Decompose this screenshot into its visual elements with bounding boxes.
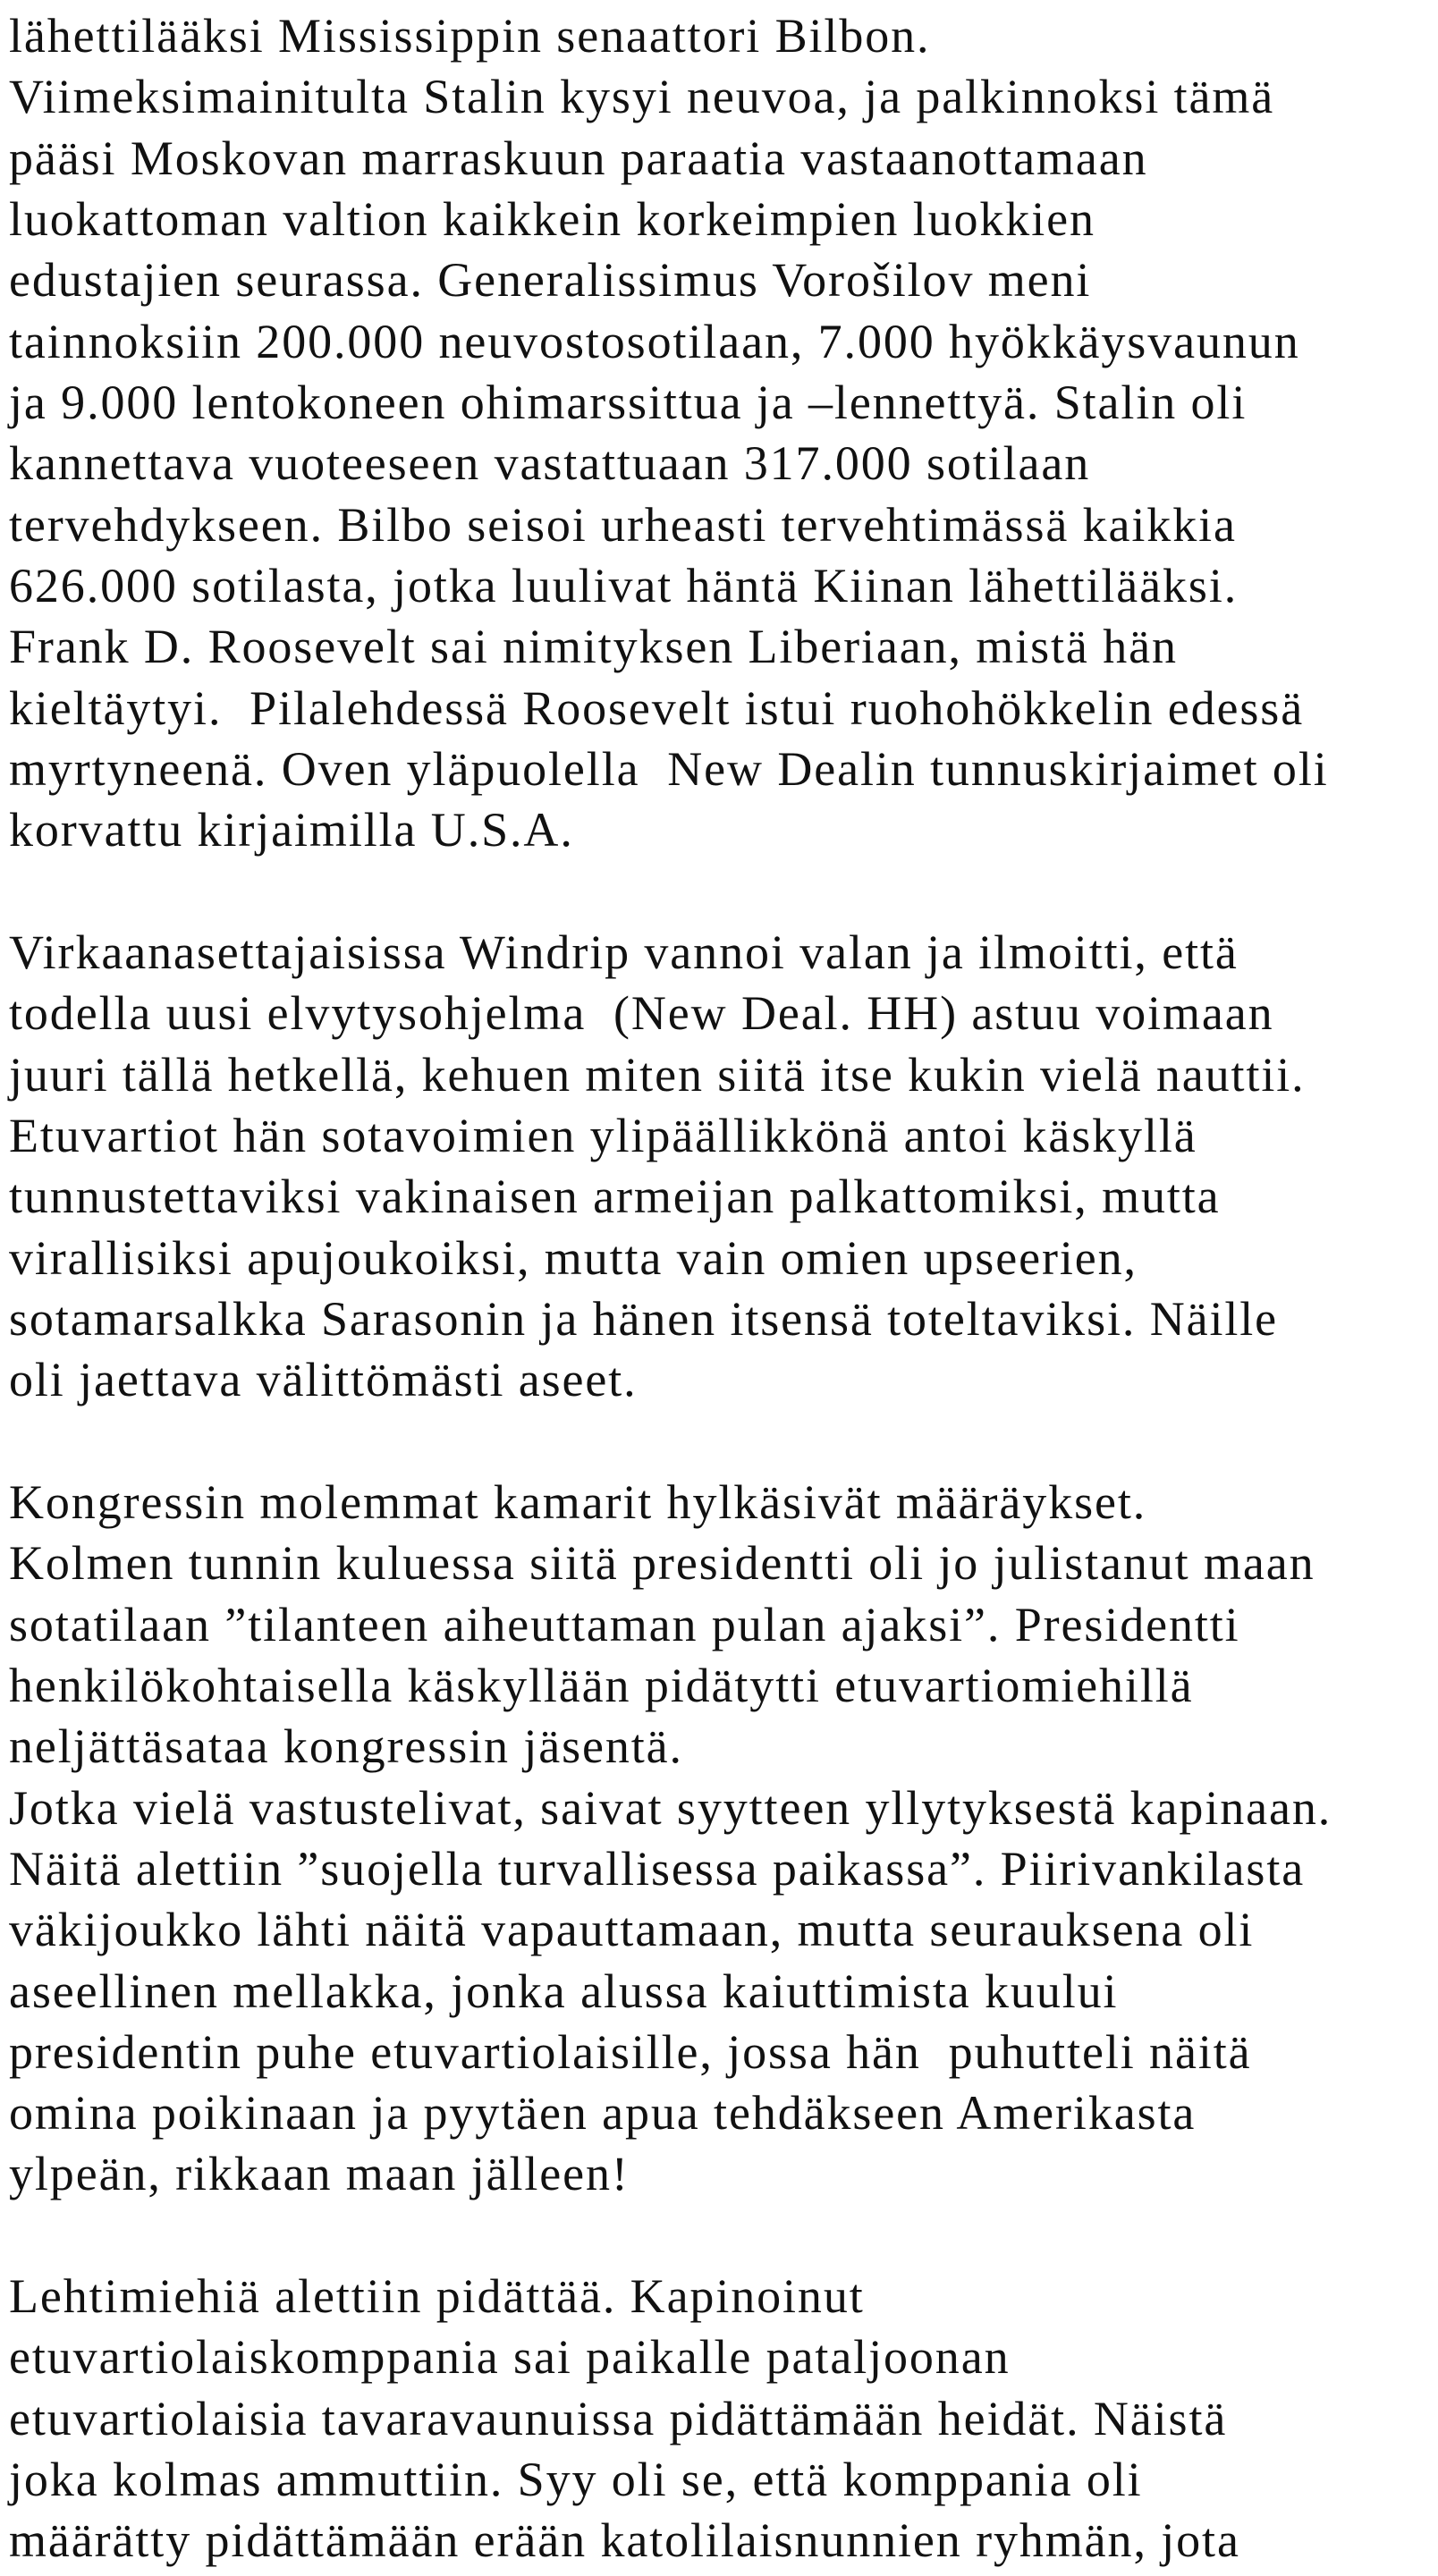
text-line: etuvartiolaisia tavaravaunuissa pidättämään heidät. Näistä xyxy=(9,2391,1228,2445)
paragraph-gap xyxy=(9,1406,1431,1466)
paragraph-gap xyxy=(9,856,1431,916)
text-line: ja 9.000 lentokoneen ohimarssittua ja –lennettyä. Stalin oli xyxy=(9,375,1248,429)
text-line: Näitä alettiin ”suojella turvallisessa paikassa”. Piirivankilasta xyxy=(9,1841,1306,1896)
text-line: edustajien seurassa. Generalissimus Vorošilov meni xyxy=(9,253,1092,308)
text-line: Kongressin molemmat kamarit hylkäsivät määräykset. xyxy=(9,1474,1147,1529)
text-line: Frank D. Roosevelt sai nimityksen Liberiaan, mistä hän xyxy=(9,620,1178,674)
text-line: Etuvartiot hän sotavoimien ylipäällikkönä antoi käskyllä xyxy=(9,1108,1197,1162)
text-line: luokattoman valtion kaikkein korkeimpien luokkien xyxy=(9,191,1095,246)
text-line: sotamarsalkka Sarasonin ja hänen itsensä toteltaviksi. Näille xyxy=(9,1291,1279,1346)
text-line: kannettava vuoteeseen vastattuaan 317.000 sotilaan xyxy=(9,436,1091,491)
text-line: presidentin puhe etuvartiolaisille, jossa hän puhutteli näitä xyxy=(9,2024,1252,2079)
text-line: Jotka vielä vastustelivat, saivat syytteen yllytyksestä kapinaan. xyxy=(9,1780,1332,1835)
paragraph-congress xyxy=(9,1466,1431,2200)
text-line: Viimeksimainitulta Stalin kysyi neuvoa, ja palkinnoksi tämä xyxy=(9,70,1275,124)
text-line: Kolmen tunnin kuluessa siitä presidentti oli jo julistanut maan xyxy=(9,1536,1315,1591)
text-line: Virkaanasettajaisissa Windrip vannoi valan ja ilmoitti, että xyxy=(9,925,1239,979)
text-line: juuri tällä hetkellä, kehuen miten siitä itse kukin vielä nauttii. xyxy=(9,1047,1306,1102)
text-line: lähettilääksi Mississippin senaattori Bilbon. xyxy=(9,9,931,63)
text-line: henkilökohtaisella käskyllään pidätytti etuvartiomiehillä xyxy=(9,1658,1194,1712)
paragraph-windrip-oath xyxy=(9,916,1431,1406)
text-line: tervehdykseen. Bilbo seisoi urheasti tervehtimässä kaikkia xyxy=(9,497,1237,552)
text-line: neljättäsataa kongressin jäsentä. xyxy=(9,1719,683,1774)
text-line: kieltäytyi. Pilalehdessä Roosevelt istui ruohohökkelin edessä xyxy=(9,680,1305,735)
text-line: väkijoukko lähti näitä vapauttamaan, mutta seurauksena oli xyxy=(9,1903,1255,1957)
paragraph-bilbo-moscow xyxy=(9,0,1431,856)
text-line: 626.000 sotilasta, jotka luulivat häntä Kiinan lähettilääksi. xyxy=(9,558,1239,612)
document-page xyxy=(9,0,1431,2566)
text-line: myrtyneenä. Oven yläpuolella New Dealin tunnuskirjaimet oli xyxy=(9,741,1329,796)
text-line: määrätty pidättämään erään katolilaisnunnien ryhmän, jota xyxy=(9,2513,1240,2568)
text-line: virallisiksi apujoukoiksi, mutta vain omien upseerien, xyxy=(9,1230,1138,1285)
text-line: aseellinen mellakka, jonka alussa kaiuttimista kuului xyxy=(9,1964,1119,2018)
text-line: tunnustettaviksi vakinaisen armeijan palkattomiksi, mutta xyxy=(9,1170,1221,1224)
paragraph-gap xyxy=(9,2200,1431,2260)
text-line: joka kolmas ammuttiin. Syy oli se, että komppania oli xyxy=(9,2453,1143,2507)
text-line: sotatilaan ”tilanteen aiheuttaman pulan ajaksi”. Presidentti xyxy=(9,1597,1240,1651)
text-line: todella uusi elvytysohjelma (New Deal. HH) astuu voimaan xyxy=(9,986,1274,1041)
text-line: etuvartiolaiskomppania sai paikalle pataljoonan xyxy=(9,2330,1011,2385)
paragraph-journalists xyxy=(9,2260,1431,2566)
text-line: Lehtimiehiä alettiin pidättää. Kapinoinut xyxy=(9,2269,865,2324)
text-line: oli jaettava välittömästi aseet. xyxy=(9,1353,638,1407)
text-line: korvattu kirjaimilla U.S.A. xyxy=(9,803,574,857)
text-line: pääsi Moskovan marraskuun paraatia vastaanottamaan xyxy=(9,131,1148,185)
text-line: tainnoksiin 200.000 neuvostosotilaan, 7.000 hyökkäysvaunun xyxy=(9,314,1300,368)
text-line: ylpeän, rikkaan maan jälleen! xyxy=(9,2147,630,2201)
text-line: omina poikinaan ja pyytäen apua tehdäkseen Amerikasta xyxy=(9,2086,1197,2141)
